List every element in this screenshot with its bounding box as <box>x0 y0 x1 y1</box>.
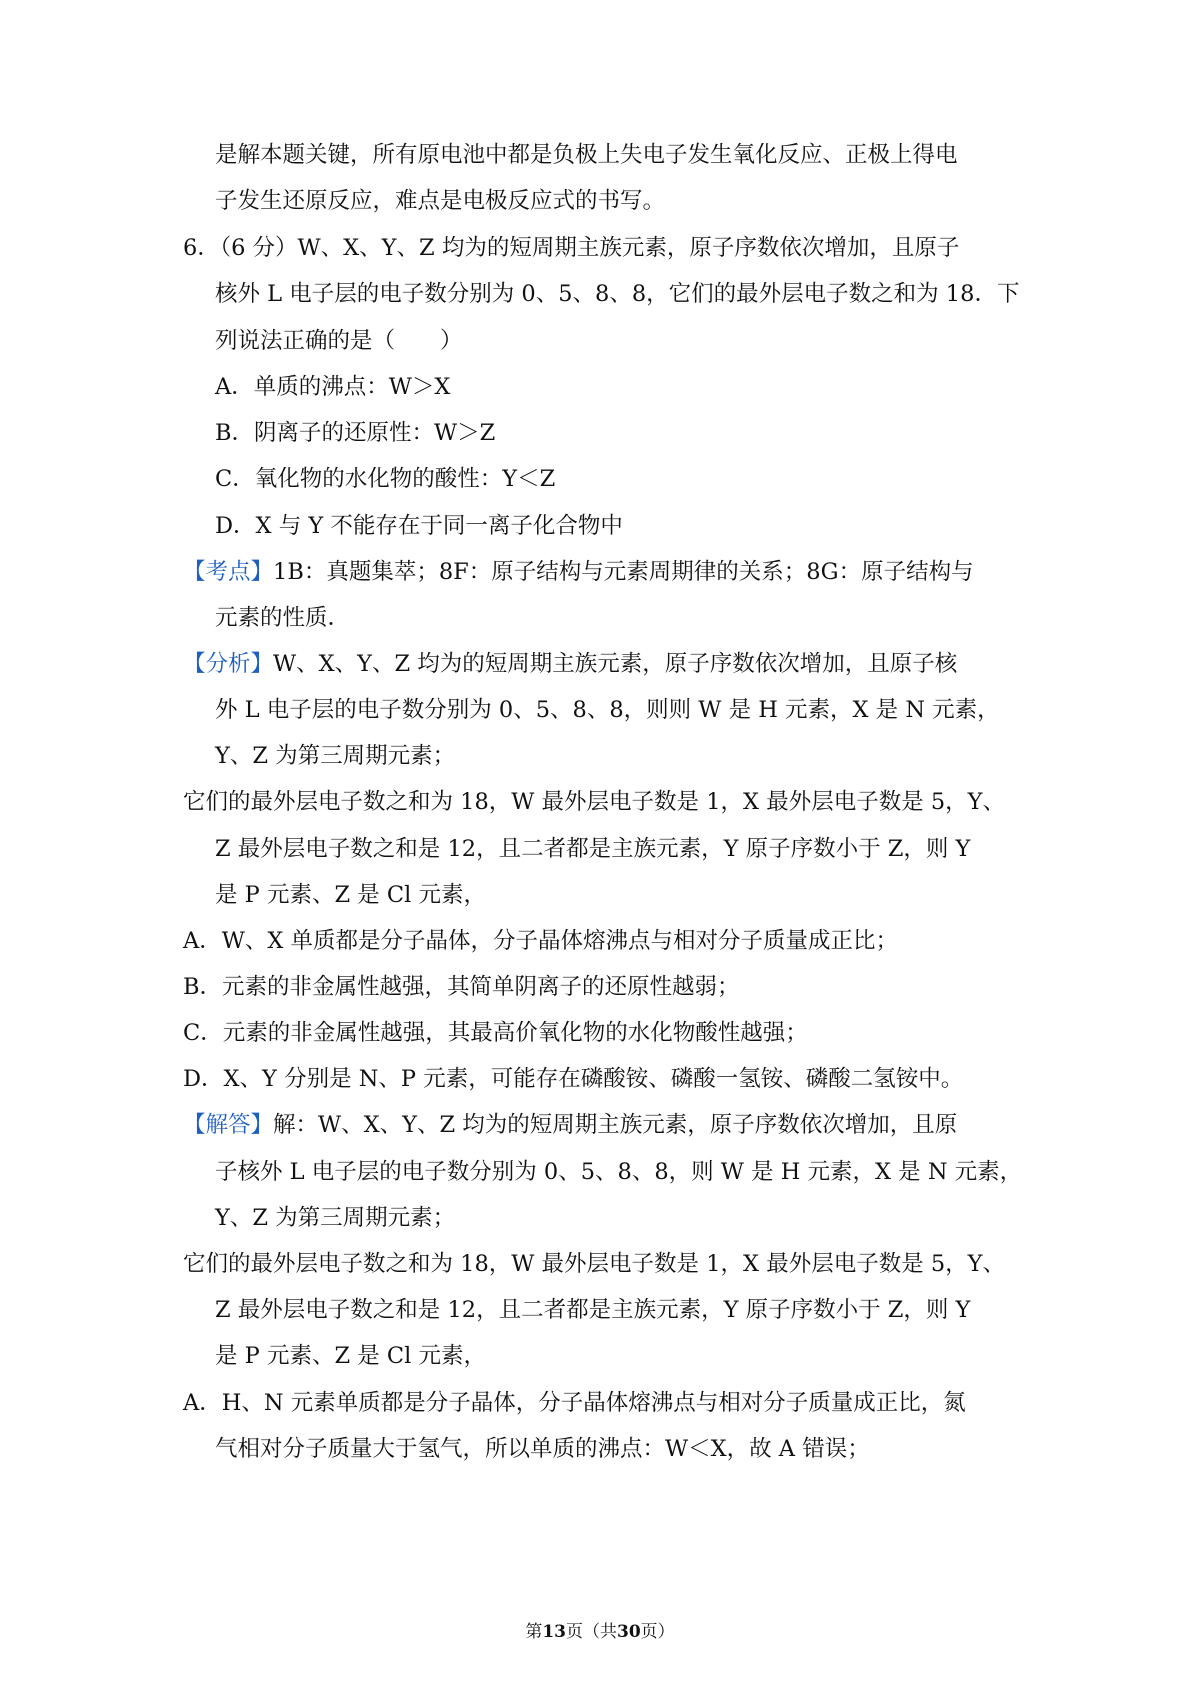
footer-middle: 页（共 <box>566 1622 617 1642</box>
text-line: 是 P 元素、Z 是 Cl 元素， <box>215 882 486 908</box>
analysis-b: B．元素的非金属性越强，其简单阴离子的还原性越弱； <box>183 974 740 1000</box>
footer-page-number: 13 <box>542 1622 566 1642</box>
option-d: D．X 与 Y 不能存在于同一离子化合物中 <box>215 513 623 539</box>
option-b: B．阴离子的还原性：W＞Z <box>215 420 496 446</box>
fenxi-tag: 【分析】 <box>183 651 274 677</box>
question-6-stem: 6．（6 分）W、X、Y、Z 均为的短周期主族元素，原子序数依次增加，且原子 <box>183 235 960 261</box>
text-line: 它们的最外层电子数之和为 18，W 最外层电子数是 1，X 最外层电子数是 5，Y、 <box>183 1251 1006 1277</box>
jieda-tag: 【解答】 <box>183 1112 274 1138</box>
fenxi-text: W、X、Y、Z 均为的短周期主族元素，原子序数依次增加，且原子核 <box>273 651 958 677</box>
analysis-d: D．X、Y 分别是 N、P 元素，可能存在磷酸铵、磷酸一氢铵、磷酸二氢铵中。 <box>183 1066 964 1092</box>
text-line: Y、Z 为第三周期元素； <box>215 743 456 769</box>
text-line: 元素的性质． <box>215 605 351 631</box>
analysis-a: A．W、X 单质都是分子晶体，分子晶体熔沸点与相对分子质量成正比； <box>183 928 899 954</box>
text-line: 它们的最外层电子数之和为 18，W 最外层电子数是 1，X 最外层电子数是 5，Y、 <box>183 789 1006 815</box>
text-line: Y、Z 为第三周期元素； <box>215 1205 456 1231</box>
text-line: 子发生还原反应，难点是电极反应式的书写。 <box>215 188 666 214</box>
kaodian-line <box>183 557 974 587</box>
kaodian-text: 1B：真题集萃；8F：原子结构与元素周期律的关系；8G：原子结构与 <box>273 559 974 585</box>
text-line: 核外 L 电子层的电子数分别为 0、5、8、8，它们的最外层电子数之和为 18．下 <box>215 281 1020 307</box>
text-line: 是 P 元素、Z 是 Cl 元素， <box>215 1343 486 1369</box>
footer-suffix: 页） <box>640 1622 675 1642</box>
footer-prefix: 第 <box>525 1622 543 1642</box>
option-c: C．氧化物的水化物的酸性：Y＜Z <box>215 466 556 492</box>
text-line: Z 最外层电子数之和是 12，且二者都是主族元素，Y 原子序数小于 Z，则 Y <box>215 1297 971 1323</box>
text-line: Z 最外层电子数之和是 12，且二者都是主族元素，Y 原子序数小于 Z，则 Y <box>215 836 971 862</box>
fenxi-line <box>183 649 957 679</box>
text-line: 外 L 电子层的电子数分别为 0、5、8、8，则则 W 是 H 元素，X 是 N 元素， <box>215 697 1000 723</box>
text-line: 是解本题关键，所有原电池中都是负极上失电子发生氧化反应、正极上得电 <box>215 142 958 168</box>
jieda-text: 解：W、X、Y、Z 均为的短周期主族元素，原子序数依次增加，且原 <box>273 1112 958 1138</box>
kaodian-tag: 【考点】 <box>183 559 274 585</box>
option-a: A．单质的沸点：W＞X <box>215 374 451 400</box>
text-line: 气相对分子质量大于氢气，所以单质的沸点：W＜X，故 A 错误； <box>215 1436 870 1462</box>
text-line: 子核外 L 电子层的电子数分别为 0、5、8、8，则 W 是 H 元素，X 是 N 元素， <box>215 1159 1023 1185</box>
text-line: 列说法正确的是（ ） <box>215 328 463 354</box>
answer-a: A．H、N 元素单质都是分子晶体，分子晶体熔沸点与相对分子质量成正比，氮 <box>183 1390 966 1416</box>
footer-total-pages: 30 <box>617 1622 641 1642</box>
analysis-c: C．元素的非金属性越强，其最高价氧化物的水化物酸性越强； <box>183 1020 808 1046</box>
page-footer <box>0 1620 1200 1644</box>
jieda-line <box>183 1110 957 1140</box>
